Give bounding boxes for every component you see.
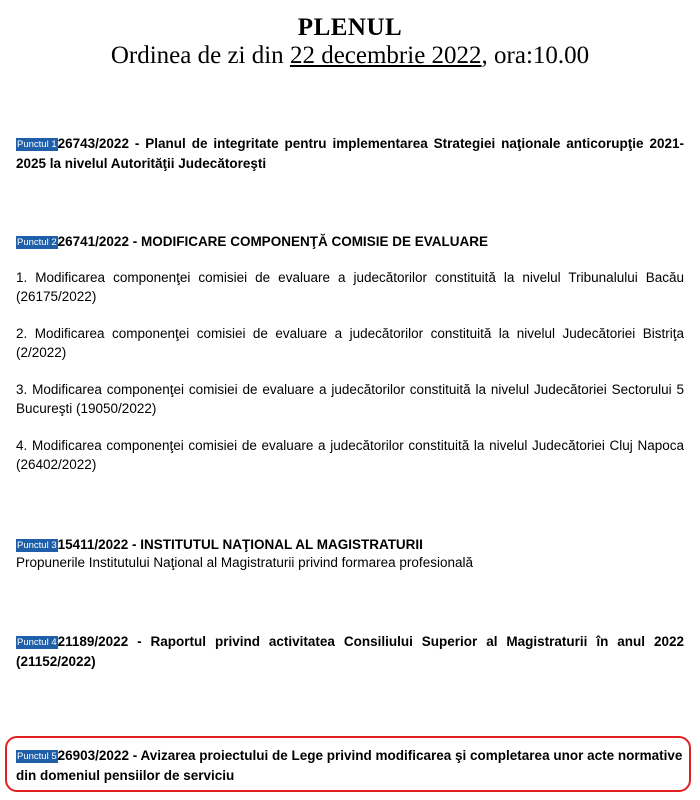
agenda-item-3-description: Propunerile Institutului Naţional al Magistraturii privind formarea profesională bbox=[16, 555, 473, 570]
meeting-date: 22 decembrie 2022 bbox=[289, 42, 482, 69]
agenda-subitem-2-2: 2. Modificarea componenţei comisiei de evaluare a judecătorilor constituită la nivelul Judecătoriei Bistriţa (2/2022) bbox=[16, 326, 684, 360]
agenda-item-tag: Punctul 4 bbox=[17, 637, 57, 648]
agenda-subitem-2-4: 4. Modificarea componenţei comisiei de evaluare a judecătorilor constituită la nivelul Judecătoriei Cluj Napoca (26402/2022) bbox=[16, 438, 684, 472]
agenda-item-5 bbox=[16, 746, 684, 786]
agenda-item-tag: Punctul 5 bbox=[17, 751, 57, 762]
subtitle-suffix: , ora:10.00 bbox=[481, 42, 590, 69]
subtitle-prefix: Ordinea de zi din bbox=[110, 42, 290, 69]
page-subtitle bbox=[0, 42, 700, 70]
agenda-item-3 bbox=[16, 535, 684, 555]
agenda-item-text: 21189/2022 - Raportul privind activitatea Consiliului Superior al Magistraturii în anul 2022 (21152/2022) bbox=[16, 634, 684, 669]
agenda-item-text: 26743/2022 - Planul de integritate pentru implementarea Strategiei naţionale anticorupţie 2021-2025 la nivelul Autorităţii Judecătoreşti bbox=[16, 136, 684, 171]
agenda-item-text: 15411/2022 - INSTITUTUL NAŢIONAL AL MAGISTRATURII bbox=[57, 537, 423, 552]
page-title: PLENUL bbox=[297, 14, 403, 41]
agenda-subitem-2-1: 1. Modificarea componenţei comisiei de evaluare a judecătorilor constituită la nivelul Tribunalului Bacău (26175/2022) bbox=[16, 270, 684, 304]
agenda-subitem-2-3: 3. Modificarea componenţei comisiei de evaluare a judecătorilor constituită la nivelul Judecătoriei Sectorului 5 Bucureşti (19050/2022) bbox=[16, 382, 684, 416]
agenda-item-text: 26741/2022 - MODIFICARE COMPONENŢĂ COMISIE DE EVALUARE bbox=[57, 234, 488, 249]
agenda-item-1 bbox=[16, 134, 684, 174]
agenda-item-tag: Punctul 3 bbox=[17, 540, 57, 551]
agenda-item-tag: Punctul 1 bbox=[17, 139, 57, 150]
agenda-item-4 bbox=[16, 632, 684, 672]
agenda-item-tag: Punctul 2 bbox=[17, 237, 57, 248]
agenda-item-text: 26903/2022 - Avizarea proiectului de Lege privind modificarea şi completarea unor acte normative din domeniul pensiilor de serviciu bbox=[16, 748, 683, 783]
agenda-item-2 bbox=[16, 232, 684, 252]
